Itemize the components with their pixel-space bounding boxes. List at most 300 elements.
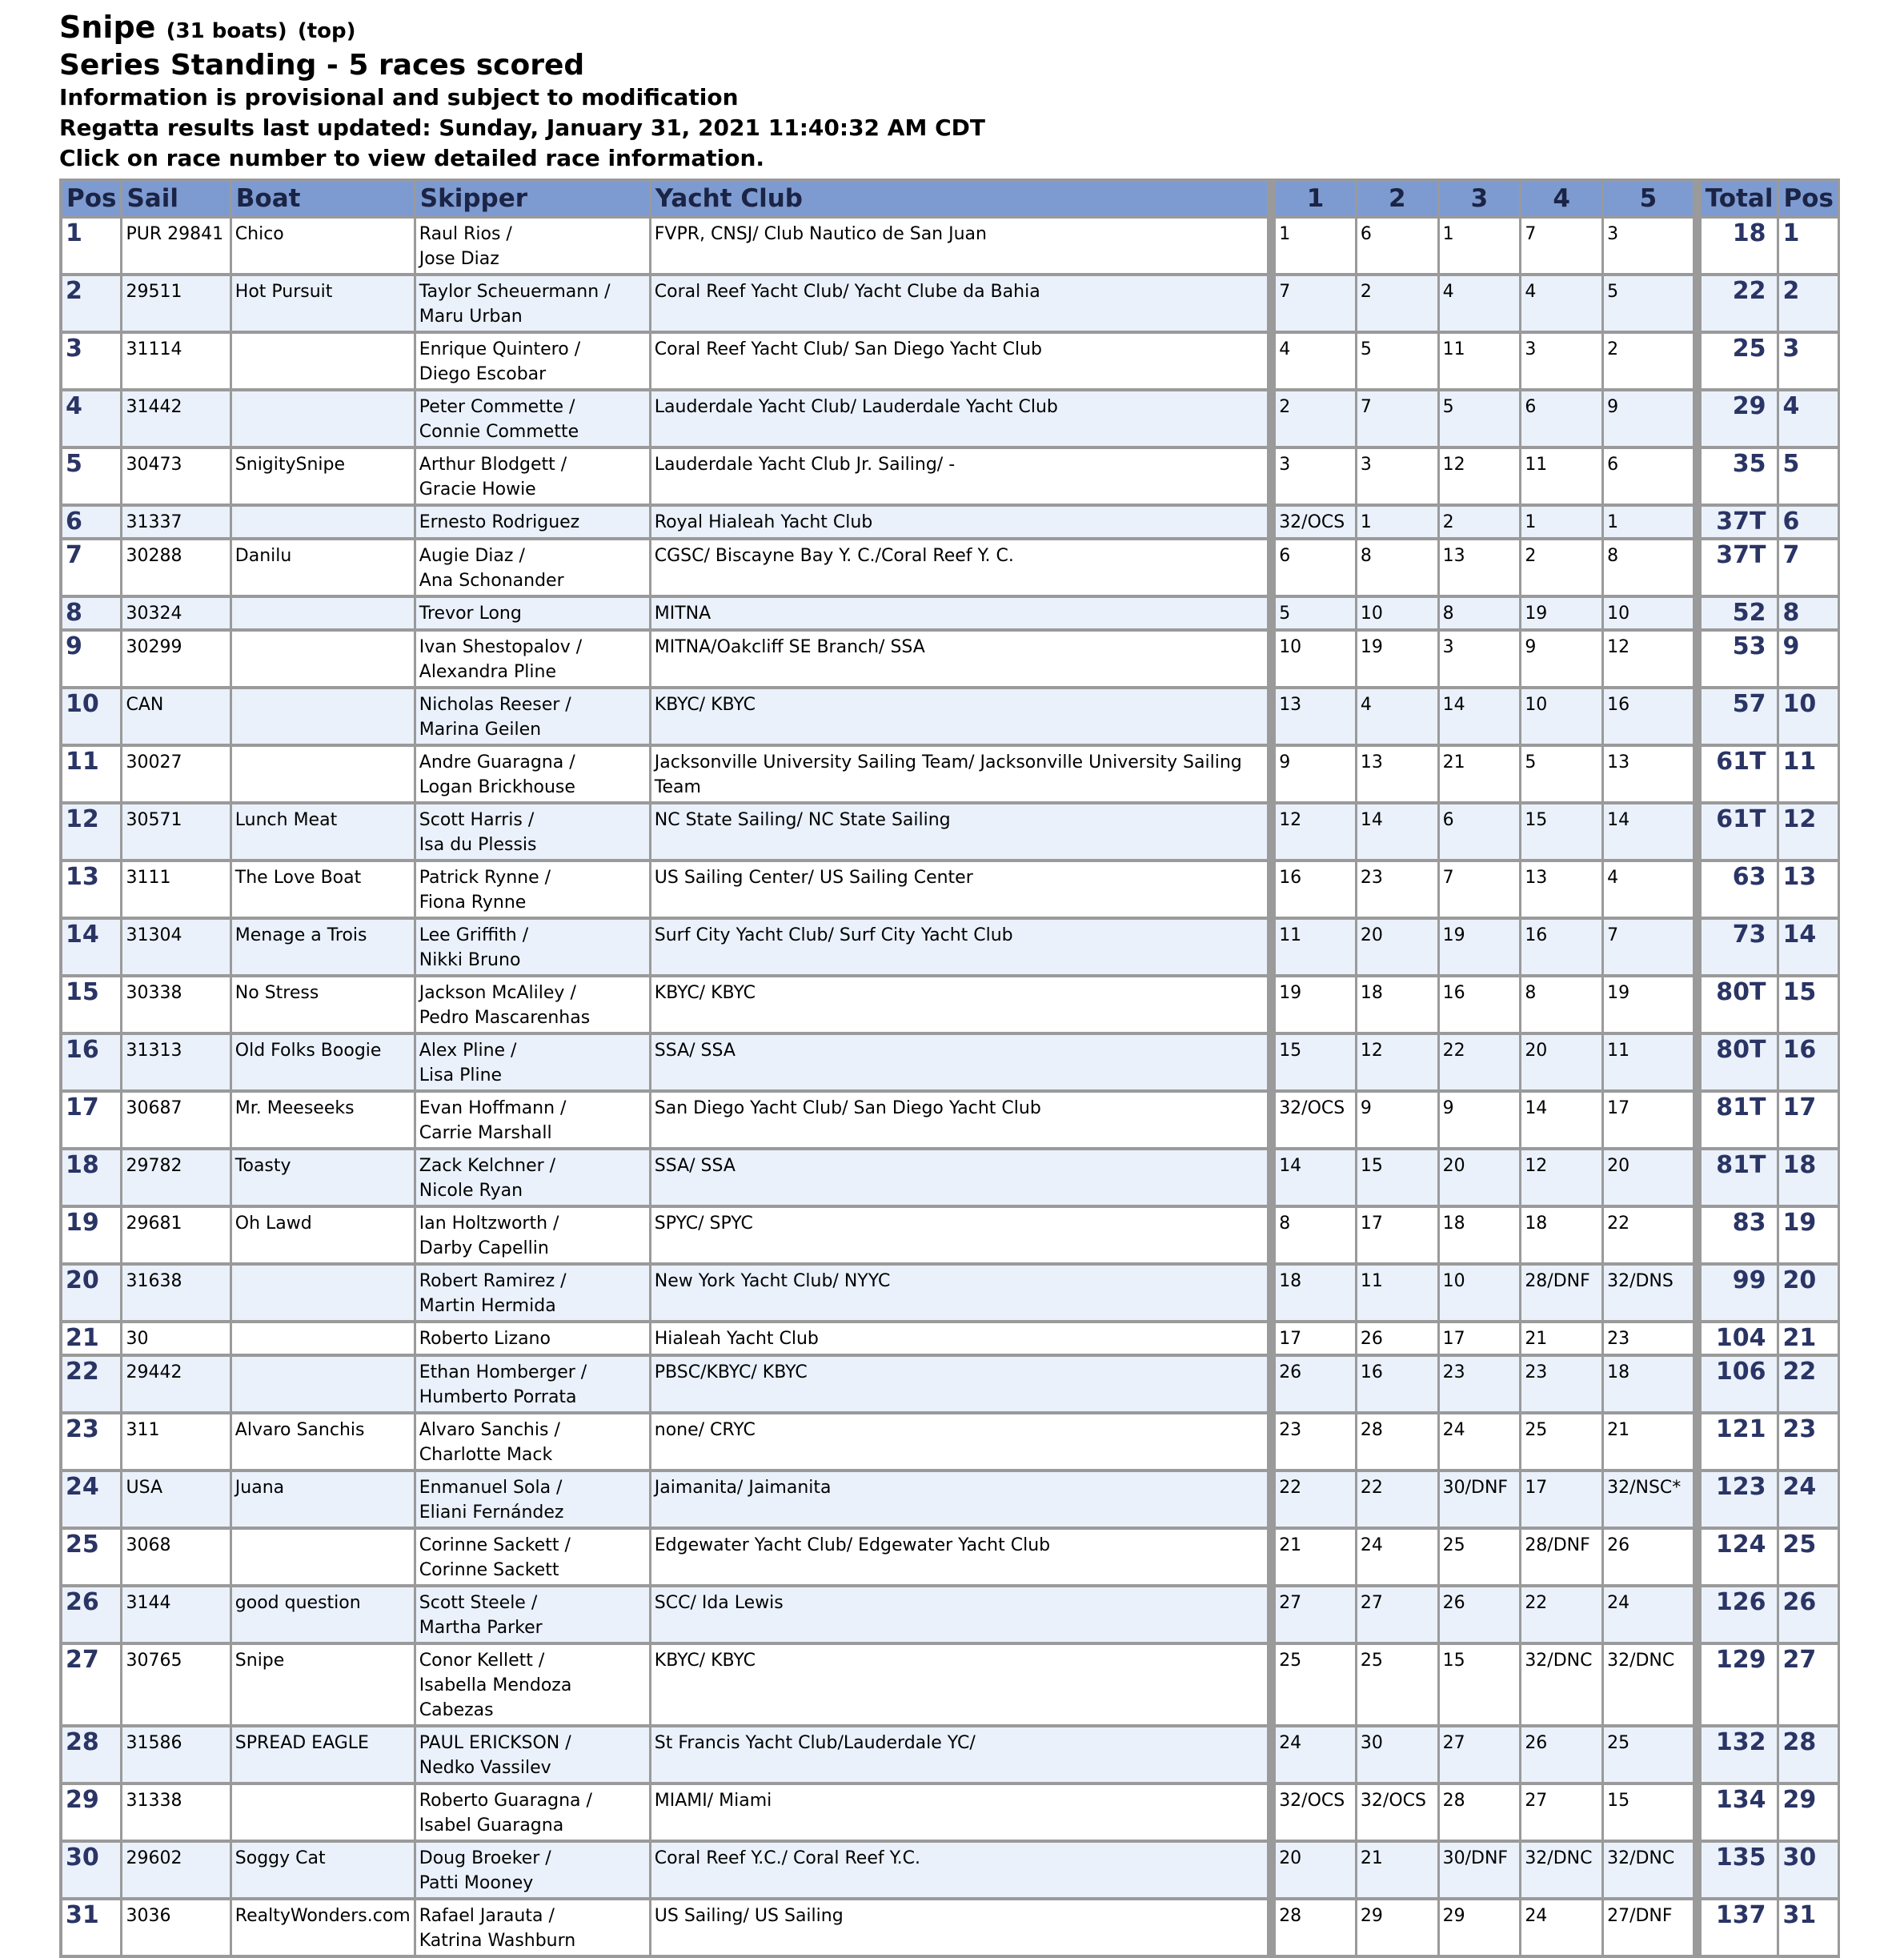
class-name: Snipe — [59, 10, 156, 45]
sail-cell: 30473 — [122, 449, 231, 507]
sail-cell: 29442 — [122, 1357, 231, 1414]
skipper-cell — [416, 1785, 651, 1843]
table-row — [62, 598, 1840, 632]
crew-name: Martin Hermida — [419, 1296, 556, 1316]
race-1-score: 27 — [1269, 1587, 1357, 1645]
race-2-score: 32/OCS — [1357, 1785, 1440, 1843]
race-4-score: 11 — [1521, 449, 1604, 507]
skipper-cell — [416, 507, 651, 540]
position-cell-right: 2 — [1779, 276, 1840, 334]
boat-cell: The Love Boat — [232, 862, 416, 920]
skipper-cell — [416, 276, 651, 334]
yacht-club-cell: San Diego Yacht Club/ San Diego Yacht Club — [651, 1093, 1269, 1150]
yacht-club-cell: KBYC/ KBYC — [651, 1645, 1269, 1727]
yacht-club-cell: Coral Reef Yacht Club/ Yacht Clube da Bahia — [651, 276, 1269, 334]
race-3-score: 4 — [1440, 276, 1522, 334]
race-1-score: 11 — [1269, 920, 1357, 977]
skipper-name: Ian Holtzworth / — [419, 1214, 559, 1234]
race-4-score: 4 — [1521, 276, 1604, 334]
skipper-name: Taylor Scheuermann / — [419, 282, 611, 302]
skipper-name: Alvaro Sanchis / — [419, 1420, 560, 1440]
race-5-score: 2 — [1604, 334, 1695, 391]
race-1-score: 17 — [1269, 1323, 1357, 1357]
total-cell: 80T — [1695, 1035, 1780, 1093]
sail-cell: USA — [122, 1472, 231, 1530]
table-row — [62, 1727, 1840, 1785]
boat-cell: Soggy Cat — [232, 1843, 416, 1900]
crew-name: Isabel Guaragna — [419, 1816, 564, 1836]
race-1-score: 19 — [1269, 977, 1357, 1035]
crew-name: Martha Parker — [419, 1618, 543, 1638]
skipper-cell — [416, 1093, 651, 1150]
race-5-score: 14 — [1604, 804, 1695, 862]
race-5-score: 11 — [1604, 1035, 1695, 1093]
standings-table — [59, 179, 1840, 1958]
sail-cell: 30765 — [122, 1645, 231, 1727]
race-4-score: 12 — [1521, 1150, 1604, 1208]
race-3-score: 25 — [1440, 1530, 1522, 1587]
skipper-name: Zack Kelchner / — [419, 1156, 556, 1176]
skipper-name: Nicholas Reeser / — [419, 695, 571, 715]
race-5-score: 26 — [1604, 1530, 1695, 1587]
skipper-name: Ethan Homberger / — [419, 1362, 587, 1382]
race-4-score: 26 — [1521, 1727, 1604, 1785]
position-cell-right: 18 — [1779, 1150, 1840, 1208]
position-cell: 31 — [62, 1900, 122, 1958]
yacht-club-cell: KBYC/ KBYC — [651, 689, 1269, 747]
race-5-score: 1 — [1604, 507, 1695, 540]
total-cell: 25 — [1695, 334, 1780, 391]
race-3-score: 21 — [1440, 747, 1522, 804]
total-cell: 137 — [1695, 1900, 1780, 1958]
skipper-cell — [416, 334, 651, 391]
total-cell: 81T — [1695, 1093, 1780, 1150]
position-cell: 9 — [62, 632, 122, 689]
position-cell-right: 23 — [1779, 1414, 1840, 1472]
boat-cell — [232, 747, 416, 804]
crew-name: Isa du Plessis — [419, 835, 537, 855]
boat-cell — [232, 689, 416, 747]
race-1-score: 32/OCS — [1269, 507, 1357, 540]
yacht-club-cell: St Francis Yacht Club/Lauderdale YC/ — [651, 1727, 1269, 1785]
total-cell: 135 — [1695, 1843, 1780, 1900]
boat-cell: good question — [232, 1587, 416, 1645]
race-5-score: 22 — [1604, 1208, 1695, 1266]
race-1-score: 2 — [1269, 391, 1357, 449]
race-2-score: 28 — [1357, 1414, 1440, 1472]
race-3-score: 20 — [1440, 1150, 1522, 1208]
table-row — [62, 920, 1840, 977]
yacht-club-cell: Edgewater Yacht Club/ Edgewater Yacht Club — [651, 1530, 1269, 1587]
table-row — [62, 1093, 1840, 1150]
table-row — [62, 1530, 1840, 1587]
standings-body — [62, 219, 1840, 1958]
total-cell: 63 — [1695, 862, 1780, 920]
race-3-score: 28 — [1440, 1785, 1522, 1843]
col-pos-right: Pos — [1779, 181, 1840, 219]
skipper-cell — [416, 1900, 651, 1958]
position-cell-right: 16 — [1779, 1035, 1840, 1093]
race-2-score: 17 — [1357, 1208, 1440, 1266]
race-5-score: 13 — [1604, 747, 1695, 804]
yacht-club-cell: Royal Hialeah Yacht Club — [651, 507, 1269, 540]
crew-name: Lisa Pline — [419, 1065, 503, 1085]
crew-name: Logan Brickhouse — [419, 777, 575, 797]
race-4-score: 1 — [1521, 507, 1604, 540]
crew-name: Alexandra Pline — [419, 662, 556, 682]
col-total: Total — [1695, 181, 1780, 219]
race-4-score: 20 — [1521, 1035, 1604, 1093]
col-race-3[interactable]: 3 — [1440, 181, 1522, 219]
skipper-name: Ivan Shestopalov / — [419, 637, 583, 657]
race-3-score: 16 — [1440, 977, 1522, 1035]
sail-cell: 29782 — [122, 1150, 231, 1208]
total-cell: 57 — [1695, 689, 1780, 747]
table-row — [62, 1035, 1840, 1093]
race-4-score: 14 — [1521, 1093, 1604, 1150]
position-cell: 14 — [62, 920, 122, 977]
race-4-score: 2 — [1521, 540, 1604, 598]
race-4-score: 19 — [1521, 598, 1604, 632]
race-1-score: 8 — [1269, 1208, 1357, 1266]
table-row — [62, 1266, 1840, 1323]
sail-cell: 30027 — [122, 747, 231, 804]
position-cell: 16 — [62, 1035, 122, 1093]
col-race-5[interactable]: 5 — [1604, 181, 1695, 219]
crew-name: Darby Capellin — [419, 1238, 549, 1258]
total-cell: 126 — [1695, 1587, 1780, 1645]
race-4-score: 10 — [1521, 689, 1604, 747]
position-cell-right: 22 — [1779, 1357, 1840, 1414]
race-3-score: 24 — [1440, 1414, 1522, 1472]
race-3-score: 9 — [1440, 1093, 1522, 1150]
table-row — [62, 1785, 1840, 1843]
crew-name: Carrie Marshall — [419, 1123, 552, 1143]
boat-cell — [232, 1530, 416, 1587]
race-2-score: 11 — [1357, 1266, 1440, 1323]
yacht-club-cell: US Sailing/ US Sailing — [651, 1900, 1269, 1958]
race-1-score: 12 — [1269, 804, 1357, 862]
position-cell: 23 — [62, 1414, 122, 1472]
col-yacht-club: Yacht Club — [651, 181, 1269, 219]
table-row — [62, 747, 1840, 804]
crew-name: Charlotte Mack — [419, 1445, 553, 1465]
sail-cell: 30 — [122, 1323, 231, 1357]
table-row — [62, 1900, 1840, 1958]
race-3-score: 1 — [1440, 219, 1522, 276]
sail-cell: 29681 — [122, 1208, 231, 1266]
yacht-club-cell: Jaimanita/ Jaimanita — [651, 1472, 1269, 1530]
yacht-club-cell: KBYC/ KBYC — [651, 977, 1269, 1035]
race-2-score: 1 — [1357, 507, 1440, 540]
table-row — [62, 449, 1840, 507]
skipper-name: Augie Diaz / — [419, 546, 525, 566]
boat-cell: SPREAD EAGLE — [232, 1727, 416, 1785]
position-cell: 7 — [62, 540, 122, 598]
total-cell: 37T — [1695, 507, 1780, 540]
race-5-score: 17 — [1604, 1093, 1695, 1150]
total-cell: 134 — [1695, 1785, 1780, 1843]
race-4-score: 5 — [1521, 747, 1604, 804]
skipper-cell — [416, 1208, 651, 1266]
yacht-club-cell: NC State Sailing/ NC State Sailing — [651, 804, 1269, 862]
sail-cell: 29511 — [122, 276, 231, 334]
race-2-score: 21 — [1357, 1843, 1440, 1900]
race-1-score: 24 — [1269, 1727, 1357, 1785]
race-5-score: 21 — [1604, 1414, 1695, 1472]
skipper-name: Alex Pline / — [419, 1041, 517, 1061]
skipper-cell — [416, 747, 651, 804]
yacht-club-cell: US Sailing Center/ US Sailing Center — [651, 862, 1269, 920]
race-3-score: 7 — [1440, 862, 1522, 920]
race-2-score: 15 — [1357, 1150, 1440, 1208]
race-3-score: 2 — [1440, 507, 1522, 540]
skipper-name: Raul Rios / — [419, 224, 512, 244]
race-1-score: 14 — [1269, 1150, 1357, 1208]
race-4-score: 18 — [1521, 1208, 1604, 1266]
yacht-club-cell: Hialeah Yacht Club — [651, 1323, 1269, 1357]
crew-name: Eliani Fernández — [419, 1503, 564, 1523]
header-row — [62, 181, 1840, 219]
col-race-4[interactable]: 4 — [1521, 181, 1604, 219]
race-4-score: 25 — [1521, 1414, 1604, 1472]
position-cell: 24 — [62, 1472, 122, 1530]
position-cell: 26 — [62, 1587, 122, 1645]
race-3-score: 15 — [1440, 1645, 1522, 1727]
skipper-cell — [416, 598, 651, 632]
race-5-score: 6 — [1604, 449, 1695, 507]
boat-cell: Menage a Trois — [232, 920, 416, 977]
boat-cell: Lunch Meat — [232, 804, 416, 862]
skipper-cell — [416, 1727, 651, 1785]
skipper-name: Trevor Long — [419, 604, 522, 624]
race-4-score: 28/DNF — [1521, 1266, 1604, 1323]
skipper-cell — [416, 1266, 651, 1323]
race-5-score: 32/NSC* — [1604, 1472, 1695, 1530]
race-4-score: 3 — [1521, 334, 1604, 391]
skipper-name: Arthur Blodgett / — [419, 455, 567, 475]
col-race-1[interactable]: 1 — [1269, 181, 1357, 219]
table-row — [62, 219, 1840, 276]
col-skipper: Skipper — [416, 181, 651, 219]
race-3-score: 23 — [1440, 1357, 1522, 1414]
boat-cell — [232, 598, 416, 632]
table-row — [62, 1414, 1840, 1472]
total-cell: 81T — [1695, 1150, 1780, 1208]
position-cell-right: 20 — [1779, 1266, 1840, 1323]
position-cell-right: 11 — [1779, 747, 1840, 804]
race-5-score: 32/DNS — [1604, 1266, 1695, 1323]
race-2-score: 13 — [1357, 747, 1440, 804]
sail-cell: 311 — [122, 1414, 231, 1472]
race-1-score: 5 — [1269, 598, 1357, 632]
race-3-score: 8 — [1440, 598, 1522, 632]
race-5-score: 8 — [1604, 540, 1695, 598]
race-2-score: 12 — [1357, 1035, 1440, 1093]
series-title: Series Standing - 5 races scored — [59, 49, 585, 82]
race-4-score: 21 — [1521, 1323, 1604, 1357]
skipper-name: Peter Commette / — [419, 397, 575, 417]
crew-name: Patti Mooney — [419, 1873, 534, 1893]
sail-cell: 30324 — [122, 598, 231, 632]
position-cell: 3 — [62, 334, 122, 391]
col-sail: Sail — [122, 181, 231, 219]
yacht-club-cell: MITNA/Oakcliff SE Branch/ SSA — [651, 632, 1269, 689]
position-cell-right: 14 — [1779, 920, 1840, 977]
yacht-club-cell: MIAMI/ Miami — [651, 1785, 1269, 1843]
skipper-cell — [416, 1150, 651, 1208]
position-cell-right: 21 — [1779, 1323, 1840, 1357]
skipper-name: Enrique Quintero / — [419, 339, 581, 359]
sail-cell: 31586 — [122, 1727, 231, 1785]
race-2-score: 24 — [1357, 1530, 1440, 1587]
race-4-score: 9 — [1521, 632, 1604, 689]
table-row — [62, 334, 1840, 391]
boat-cell: Mr. Meeseeks — [232, 1093, 416, 1150]
race-5-score: 16 — [1604, 689, 1695, 747]
skipper-cell — [416, 449, 651, 507]
race-2-score: 20 — [1357, 920, 1440, 977]
skipper-name: Rafael Jarauta / — [419, 1906, 555, 1926]
total-cell: 18 — [1695, 219, 1780, 276]
race-2-score: 22 — [1357, 1472, 1440, 1530]
skipper-cell — [416, 1035, 651, 1093]
position-cell-right: 3 — [1779, 334, 1840, 391]
skipper-cell — [416, 689, 651, 747]
skipper-name: Patrick Rynne / — [419, 868, 551, 888]
race-2-score: 26 — [1357, 1323, 1440, 1357]
skipper-cell — [416, 1414, 651, 1472]
total-cell: 35 — [1695, 449, 1780, 507]
race-1-score: 21 — [1269, 1530, 1357, 1587]
yacht-club-cell: SPYC/ SPYC — [651, 1208, 1269, 1266]
position-cell-right: 17 — [1779, 1093, 1840, 1150]
crew-name: Nikki Bruno — [419, 950, 521, 970]
position-cell: 25 — [62, 1530, 122, 1587]
crew-name: Gracie Howie — [419, 479, 536, 500]
yacht-club-cell: MITNA — [651, 598, 1269, 632]
crew-name: Ana Schonander — [419, 571, 564, 591]
position-cell: 12 — [62, 804, 122, 862]
table-row — [62, 632, 1840, 689]
col-race-2[interactable]: 2 — [1357, 181, 1440, 219]
position-cell: 29 — [62, 1785, 122, 1843]
race-5-score: 12 — [1604, 632, 1695, 689]
crew-name: Katrina Washburn — [419, 1931, 576, 1951]
skipper-cell — [416, 1645, 651, 1727]
race-2-score: 2 — [1357, 276, 1440, 334]
race-5-score: 7 — [1604, 920, 1695, 977]
skipper-name: Doug Broeker / — [419, 1848, 551, 1868]
yacht-club-cell: New York Yacht Club/ NYYC — [651, 1266, 1269, 1323]
sail-cell: 31442 — [122, 391, 231, 449]
total-cell: 61T — [1695, 747, 1780, 804]
race-3-score: 19 — [1440, 920, 1522, 977]
position-cell: 21 — [62, 1323, 122, 1357]
provisional-note: Information is provisional and subject to modification — [59, 84, 739, 110]
race-5-score: 15 — [1604, 1785, 1695, 1843]
race-5-score: 32/DNC — [1604, 1843, 1695, 1900]
race-3-score: 18 — [1440, 1208, 1522, 1266]
skipper-cell — [416, 1843, 651, 1900]
race-3-score: 30/DNF — [1440, 1843, 1522, 1900]
table-row — [62, 507, 1840, 540]
table-row — [62, 1645, 1840, 1727]
table-row — [62, 1323, 1840, 1357]
race-4-score: 23 — [1521, 1357, 1604, 1414]
race-1-score: 15 — [1269, 1035, 1357, 1093]
crew-name: Marina Geilen — [419, 720, 542, 740]
top-link[interactable]: (top) — [297, 19, 356, 43]
boats-count: (31 boats) — [166, 19, 287, 43]
race-2-score: 14 — [1357, 804, 1440, 862]
sail-cell: 31338 — [122, 1785, 231, 1843]
boat-cell — [232, 1785, 416, 1843]
boat-cell: Snipe — [232, 1645, 416, 1727]
race-1-score: 32/OCS — [1269, 1785, 1357, 1843]
crew-name: Diego Escobar — [419, 364, 547, 384]
sail-cell: 3068 — [122, 1530, 231, 1587]
table-row — [62, 977, 1840, 1035]
race-2-score: 16 — [1357, 1357, 1440, 1414]
total-cell: 52 — [1695, 598, 1780, 632]
race-5-score: 5 — [1604, 276, 1695, 334]
skipper-name: Andre Guaragna / — [419, 752, 575, 772]
boat-cell — [232, 334, 416, 391]
boat-cell: Alvaro Sanchis — [232, 1414, 416, 1472]
position-cell-right: 30 — [1779, 1843, 1840, 1900]
position-cell-right: 29 — [1779, 1785, 1840, 1843]
sail-cell: 30338 — [122, 977, 231, 1035]
yacht-club-cell: Lauderdale Yacht Club/ Lauderdale Yacht Club — [651, 391, 1269, 449]
yacht-club-cell: PBSC/KBYC/ KBYC — [651, 1357, 1269, 1414]
total-cell: 73 — [1695, 920, 1780, 977]
total-cell: 124 — [1695, 1530, 1780, 1587]
position-cell-right: 26 — [1779, 1587, 1840, 1645]
skipper-name: Evan Hoffmann / — [419, 1098, 567, 1118]
position-cell-right: 9 — [1779, 632, 1840, 689]
skipper-name: Roberto Guaragna / — [419, 1791, 592, 1811]
race-3-score: 10 — [1440, 1266, 1522, 1323]
race-4-score: 13 — [1521, 862, 1604, 920]
total-cell: 132 — [1695, 1727, 1780, 1785]
position-cell-right: 31 — [1779, 1900, 1840, 1958]
total-cell: 80T — [1695, 977, 1780, 1035]
sail-cell: 30299 — [122, 632, 231, 689]
race-2-score: 4 — [1357, 689, 1440, 747]
table-row — [62, 804, 1840, 862]
position-cell-right: 4 — [1779, 391, 1840, 449]
crew-name: Humberto Porrata — [419, 1387, 577, 1407]
total-cell: 83 — [1695, 1208, 1780, 1266]
race-2-score: 5 — [1357, 334, 1440, 391]
position-cell: 8 — [62, 598, 122, 632]
crew-name: Nedko Vassilev — [419, 1758, 551, 1778]
boat-cell: SnigitySnipe — [232, 449, 416, 507]
instructions: Click on race number to view detailed race information. — [59, 145, 765, 171]
table-row — [62, 1843, 1840, 1900]
position-cell: 17 — [62, 1093, 122, 1150]
page-title — [59, 10, 1904, 49]
total-cell: 129 — [1695, 1645, 1780, 1727]
race-1-score: 25 — [1269, 1645, 1357, 1727]
race-1-score: 16 — [1269, 862, 1357, 920]
race-4-score: 27 — [1521, 1785, 1604, 1843]
race-5-score: 19 — [1604, 977, 1695, 1035]
race-4-score: 28/DNF — [1521, 1530, 1604, 1587]
position-cell: 5 — [62, 449, 122, 507]
race-4-score: 8 — [1521, 977, 1604, 1035]
